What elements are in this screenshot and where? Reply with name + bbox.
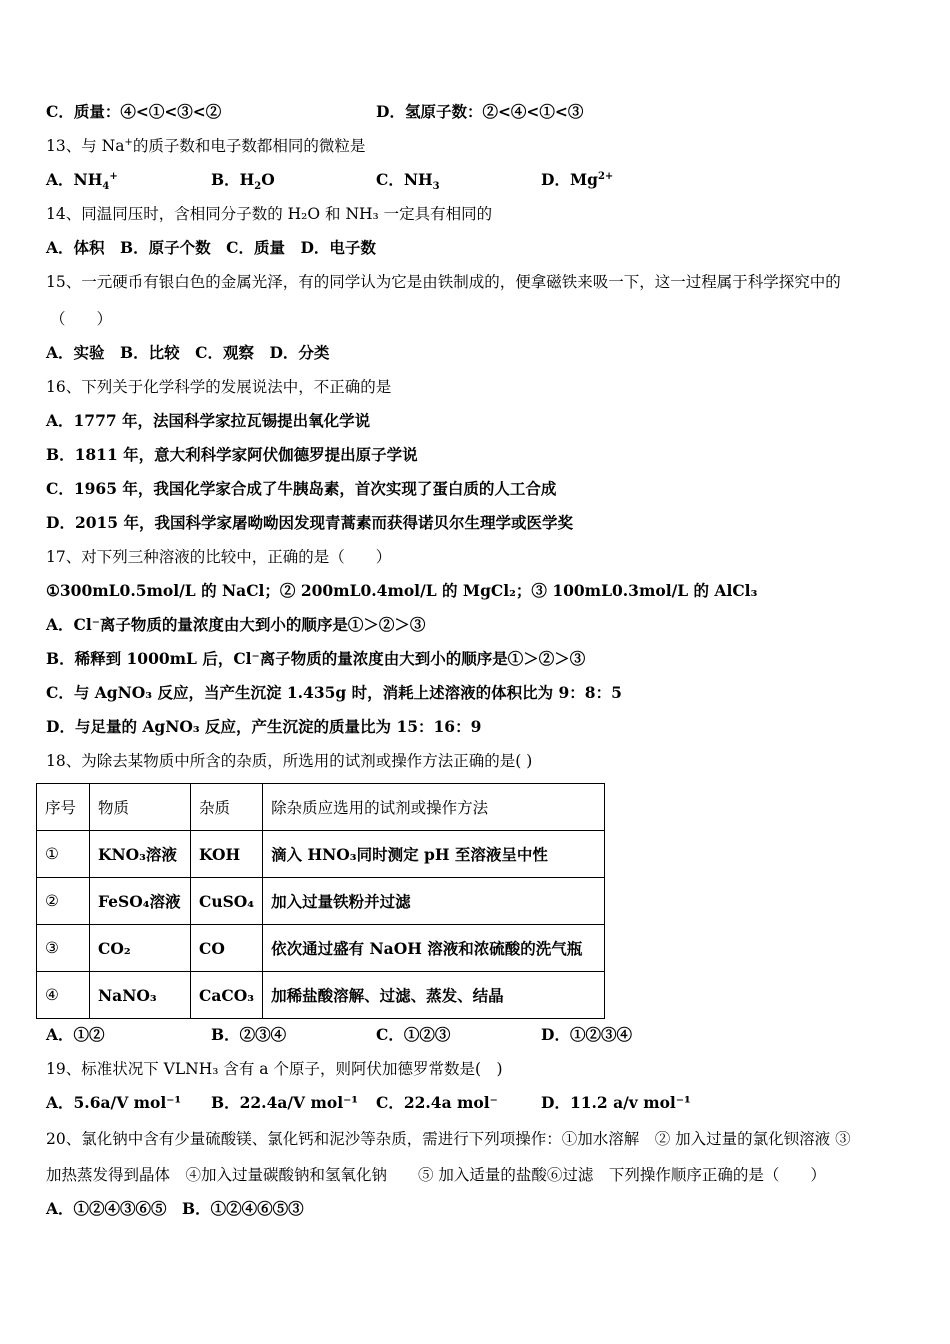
q12-options xyxy=(46,102,583,122)
q17-option-a: A．Cl⁻离子物质的量浓度由大到小的顺序是①＞②＞③ xyxy=(46,615,426,634)
q17-option-c: C．与 AgNO₃ 反应，当产生沉淀 1.435g 时，消耗上述溶液的体积比为 9：8：5 xyxy=(46,683,622,702)
header-cell: 物质 xyxy=(90,784,191,831)
table-cell: KNO₃溶液 xyxy=(90,831,191,878)
header-cell: 序号 xyxy=(37,784,90,831)
q19-stem: 19、标准状况下 VLNH₃ 含有 a 个原子，则阿伏加德罗常数是( ) xyxy=(46,1060,503,1078)
q16-option-a: A．1777 年，法国科学家拉瓦锡提出氧化学说 xyxy=(46,411,371,430)
table-cell: 加稀盐酸溶解、过滤、蒸发、结晶 xyxy=(263,972,605,1019)
table-cell: ④ xyxy=(37,972,90,1019)
table-cell: CaCO₃ xyxy=(191,972,263,1019)
q17-option-b: B．稀释到 1000mL 后，Cl⁻离子物质的量浓度由大到小的顺序是①＞②＞③ xyxy=(46,649,586,668)
q16-option-c: C．1965 年，我国化学家合成了牛胰岛素，首次实现了蛋白质的人工合成 xyxy=(46,479,557,498)
table-cell: 依次通过盛有 NaOH 溶液和浓硫酸的洗气瓶 xyxy=(263,925,605,972)
q18-option-a: A．①② xyxy=(46,1025,105,1044)
table-cell: ③ xyxy=(37,925,90,972)
q19-options xyxy=(46,1093,691,1113)
q13-options xyxy=(46,170,614,193)
table-cell: 加入过量铁粉并过滤 xyxy=(263,878,605,925)
q17-given: ①300mL0.5mol/L 的 NaCl；② 200mL0.4mol/L 的 MgCl₂；③ 100mL0.3mol/L 的 AlCl₃ xyxy=(46,581,758,600)
q18-table xyxy=(36,783,605,1019)
q19-option-b: B．22.4a/V mol⁻¹ xyxy=(211,1093,359,1112)
table-cell: 滴入 HNO₃同时测定 pH 至溶液呈中性 xyxy=(263,831,605,878)
table-cell: KOH xyxy=(191,831,263,878)
header-cell: 杂质 xyxy=(191,784,263,831)
table-row xyxy=(37,831,605,878)
table-cell: NaNO₃ xyxy=(90,972,191,1019)
q18-option-b: B．②③④ xyxy=(211,1025,287,1044)
header-cell: 除杂质应选用的试剂或操作方法 xyxy=(263,784,605,831)
table-cell: ② xyxy=(37,878,90,925)
table-cell: CO₂ xyxy=(90,925,191,972)
q19-option-a: A．5.6a/V mol⁻¹ xyxy=(46,1093,182,1112)
table-cell: FeSO₄溶液 xyxy=(90,878,191,925)
q13-option-d: D．$Mg^{2+}$ xyxy=(541,170,614,189)
q16-stem: 16、下列关于化学科学的发展说法中，不正确的是 xyxy=(46,378,392,396)
table-row xyxy=(37,878,605,925)
table-cell: CO xyxy=(191,925,263,972)
q15-options: A．实验 B．比较 C．观察 D．分类 xyxy=(46,343,330,362)
q15-paren: （ ） xyxy=(50,310,113,328)
table-header-row xyxy=(37,784,605,831)
q20-stem-line2: 加热蒸发得到晶体 ④加入过量碳酸钠和氢氧化钠 ⑤ 加入适量的盐酸⑥过滤 下列操作顺序正确的是（ ） xyxy=(46,1166,826,1184)
q13-stem: 13、与 Na+的质子数和电子数都相同的微粒是 xyxy=(46,136,366,155)
q14-options: A．体积 B．原子个数 C．质量 D．电子数 xyxy=(46,238,376,257)
q17-stem: 17、对下列三种溶液的比较中，正确的是（ ） xyxy=(46,548,392,566)
table-cell: ① xyxy=(37,831,90,878)
q13-option-c: C．$NH_3$ xyxy=(376,170,440,193)
q20-stem-line1: 20、氯化钠中含有少量硫酸镁、氯化钙和泥沙等杂质，需进行下列项操作：①加水溶解 ② 加入过量的氯化钡溶液 ③ xyxy=(46,1130,851,1148)
table-cell: CuSO₄ xyxy=(191,878,263,925)
q16-option-d: D．2015 年，我国科学家屠呦呦因发现青蒿素而获得诺贝尔生理学或医学奖 xyxy=(46,513,573,532)
q18-options xyxy=(46,1025,632,1045)
table-row xyxy=(37,972,605,1019)
q18-option-d: D．①②③④ xyxy=(541,1025,632,1044)
q18-stem: 18、为除去某物质中所含的杂质，所选用的试剂或操作方法正确的是( ) xyxy=(46,752,533,770)
q15-stem: 15、一元硬币有银白色的金属光泽，有的同学认为它是由铁制成的，便拿磁铁来吸一下，这一过程属于科学探究中的 xyxy=(46,273,841,291)
q17-option-d: D．与足量的 AgNO₃ 反应，产生沉淀的质量比为 15：16：9 xyxy=(46,717,482,736)
q12-option-d: D．氢原子数：②<④<①<③ xyxy=(376,102,584,121)
q14-stem: 14、同温同压时，含相同分子数的 H₂O 和 NH₃ 一定具有相同的 xyxy=(46,205,493,223)
q12-option-c: C．质量：④<①<③<② xyxy=(46,102,222,121)
q13-option-b: B．$H_2O$ xyxy=(211,170,275,193)
table-row xyxy=(37,925,605,972)
q19-option-d: D．11.2 a/v mol⁻¹ xyxy=(541,1093,691,1112)
q19-option-c: C．22.4a mol⁻ xyxy=(376,1093,498,1112)
q20-options: A．①②④③⑥⑤ B．①②④⑥⑤③ xyxy=(46,1199,304,1218)
q18-option-c: C．①②③ xyxy=(376,1025,451,1044)
q13-option-a: A．$NH_4^+$ xyxy=(46,170,118,193)
q16-option-b: B．1811 年，意大利科学家阿伏伽德罗提出原子学说 xyxy=(46,445,418,464)
